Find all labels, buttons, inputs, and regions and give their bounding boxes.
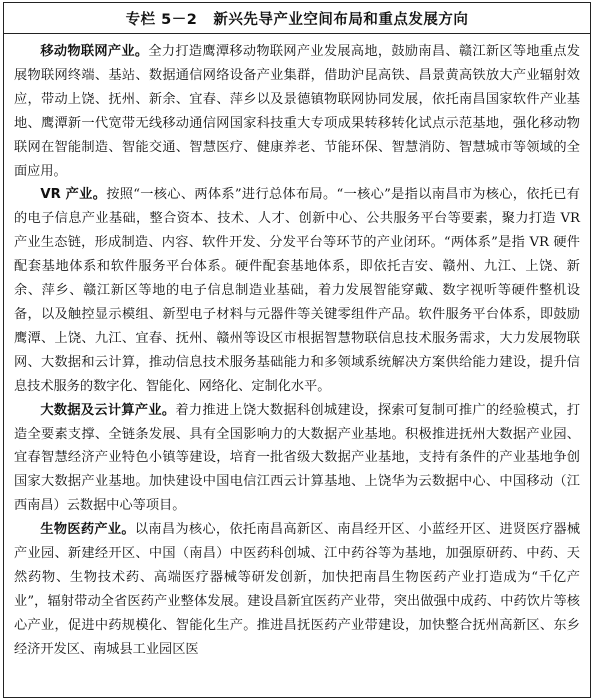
box-label: 专栏 5－2 bbox=[125, 11, 198, 28]
box-title-bar bbox=[4, 3, 590, 34]
section-body: 着力推进上饶大数据科创城建设，探索可复制可推广的经验模式，打造全要素支撑、全链条发展、具有全国影响力的大数据产业基地。积极推进抚州大数据产业园、宜春智慧经济产业特色小镇等建设，培育一批省级大数据产业基地，支持有条件的产业基地争创国家大数据产业基地。加快建设中国电信江西云计算基地、上饶华为云数据中心、中国移动（江西南昌）云数据中心等项目。 bbox=[14, 402, 581, 514]
feature-box bbox=[3, 2, 591, 698]
section-big-data-cloud bbox=[14, 399, 580, 519]
section-body: 全力打造鹰潭移动物联网产业发展高地，鼓励南昌、赣江新区等地重点发展物联网终端、基站、数据通信网络设备产业集群，借助沪昆高铁、昌景黄高铁放大产业辐射效应，带动上饶、抚州、新余、宜春、萍乡以及景德镇物联网协同发展，依托南昌国家软件产业基地、鹰潭新一代宽带无线移动通信网国家科技重大专项成果转移转化试点示范基地，强化移动物联网在智能制造、智能交通、智慧医疗、健康养老、节能环保、智慧消防、智慧城市等领域的全面应用。 bbox=[14, 44, 580, 179]
section-mobile-iot bbox=[14, 40, 580, 183]
section-heading: VR 产业。 bbox=[40, 187, 107, 203]
section-heading: 移动物联网产业。 bbox=[40, 44, 149, 59]
section-body: 按照“一核心、两体系”进行总体布局。“一核心”是指以南昌市为核心，依托已有的电子信息产业基础，整合资本、技术、人才、创新中心、公共服务平台等要素，聚力打造 VR 产业生态链，形成制造、内容、软件开发、分发平台等环节的产业闭环。“两体系”是指 VR 硬件配套基地体系和软件服务平台体系。硬件配套基地体系，即依托吉安、赣州、九江、上饶、新余、萍乡、赣江新区等地的电子信息制造业基础，着力发展智能穿戴、数字视听等硬件整机设备，以及触控显示模组、新型电子材料与元器件等关键零组件产品。软件服务平台体系，即鼓励鹰潭、上饶、九江、宜春、抚州、赣州等设区市根据智慧物联信息技术服务需求，大力发展物联网、大数据和云计算，推动信息技术服务基础能力和多领域系统解决方案供给能力建设，提升信息技术服务的数字化、智能化、网络化、定制化水平。 bbox=[14, 187, 580, 394]
section-heading: 大数据及云计算产业。 bbox=[40, 402, 176, 418]
section-biomedicine bbox=[14, 518, 580, 661]
section-heading: 生物医药产业。 bbox=[40, 522, 135, 538]
section-body: 以南昌为核心，依托南昌高新区、南昌经开区、小蓝经开区、进贤医疗器械产业园、新建经开区、中国（南昌）中医药科创城、江中药谷等为基地，加强原研药、中药、天然药物、生物技术药、高端医疗器械等研发创新，加快把南昌生物医药产业打造成为“千亿产业”，辐射带动全省医药产业整体发展。建设昌新宜医药产业带，突出做强中成药、中药饮片等核心产业，促进中药规模化、智能化生产。推进昌抚医药产业带建设，加快整合抚州高新区、东乡经济开发区、南城县工业园区医 bbox=[14, 522, 581, 657]
box-content bbox=[4, 34, 590, 662]
box-title: 新兴先导产业空间布局和重点发展方向 bbox=[213, 11, 469, 28]
section-vr bbox=[14, 183, 580, 398]
